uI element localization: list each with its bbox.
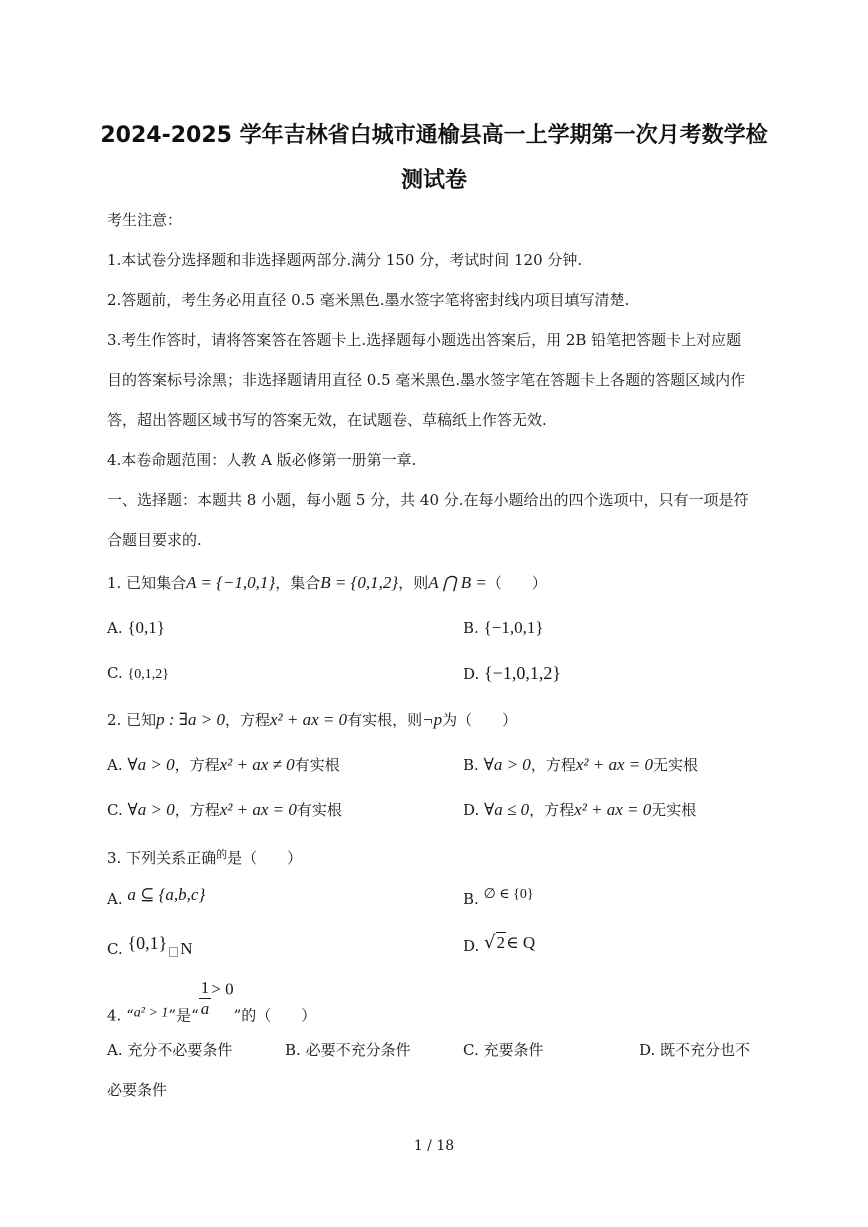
option-text: 必要不充分条件: [305, 1041, 411, 1059]
option-text: 既不充分也不: [660, 1041, 751, 1059]
q4-mid: ”是“: [168, 1006, 199, 1025]
q4-option-c[interactable]: [463, 1040, 544, 1060]
q2-tail: 有实根，则: [347, 711, 423, 729]
option-tail: 无实根: [652, 756, 698, 774]
q4-greater: > 0: [211, 979, 234, 999]
option-label: A.: [107, 756, 123, 774]
option-label: A.: [107, 1041, 123, 1059]
question-1: [107, 573, 547, 593]
option-label: C.: [107, 801, 123, 819]
option-label: C.: [107, 664, 123, 682]
q2-option-a[interactable]: [107, 755, 340, 775]
option-label: B.: [285, 1041, 301, 1059]
option-tail: 有实根: [294, 756, 340, 774]
option-tail: ∈ Q: [506, 933, 536, 952]
q1-answer-paren: （ ）: [486, 574, 547, 592]
q3-option-d[interactable]: [463, 933, 535, 956]
option-label: A.: [107, 619, 123, 637]
page-title-line-2: 测试卷: [400, 168, 467, 193]
q2-proposition: p : ∃a > 0: [156, 710, 225, 729]
q2-mid: ，方程: [224, 711, 270, 729]
option-value: {−1,0,1,2}: [484, 663, 561, 683]
q3-end: 是（ ）: [227, 849, 303, 867]
option-mid: ，方程: [174, 756, 220, 774]
option-label: B.: [463, 619, 479, 637]
option-equation: x² + ax ≠ 0: [219, 755, 295, 774]
section-heading-cont: 合题目要求的.: [107, 531, 202, 549]
option-mid: ，方程: [529, 801, 575, 819]
option-mid: ，方程: [174, 801, 220, 819]
q2-equation: x² + ax = 0: [269, 710, 348, 729]
q3-option-c[interactable]: [107, 933, 193, 959]
sqrt-expression: [484, 933, 506, 953]
q4-option-b[interactable]: [285, 1040, 411, 1060]
q4-fraction: [199, 978, 212, 1019]
option-label: B.: [463, 756, 479, 774]
option-tail: N: [180, 939, 193, 958]
fraction-numerator: 1: [200, 978, 210, 997]
q2-option-c[interactable]: [107, 800, 342, 820]
q3-option-b[interactable]: [463, 885, 534, 909]
option-label: C.: [463, 1041, 479, 1059]
notice-3-cont-2: 答，超出答题区域书写的答案无效，在试题卷、草稿纸上作答无效.: [107, 411, 547, 429]
notice-1: 1.本试卷分选择题和非选择题两部分.满分 150 分，考试时间 120 分钟.: [107, 251, 583, 269]
option-value: {0,1}: [127, 618, 165, 637]
option-equation: x² + ax = 0: [574, 800, 652, 819]
q2-option-b[interactable]: [463, 755, 698, 775]
option-label: D.: [639, 1041, 656, 1059]
q2-end: 为（ ）: [442, 711, 518, 729]
q1-lead: 1. 已知集合: [107, 574, 187, 592]
question-4: [107, 978, 316, 1026]
option-quantifier: ∀a > 0: [127, 755, 175, 774]
q3-small-char: 的: [216, 848, 228, 861]
option-value: {0,1,2}: [127, 667, 169, 682]
option-value: {−1,0,1}: [483, 618, 544, 637]
q2-negation: ¬p: [422, 710, 443, 729]
option-text: 充要条件: [483, 1041, 544, 1059]
option-quantifier: ∀a ≤ 0: [484, 800, 530, 819]
fraction-denominator: a: [200, 999, 210, 1018]
q4-lead: 4. “: [107, 1006, 134, 1025]
q3-lead: 3. 下列关系正确: [107, 849, 217, 867]
sqrt-icon: √: [484, 932, 496, 953]
q1-option-b[interactable]: [463, 618, 544, 638]
option-quantifier: ∀a > 0: [127, 800, 175, 819]
q1-set-a: A = {−1,0,1}: [186, 573, 276, 592]
q2-lead: 2. 已知: [107, 711, 157, 729]
section-heading: 一、选择题：本题共 8 小题，每小题 5 分，共 40 分.在每小题给出的四个选项中，只有一项是符: [107, 491, 749, 509]
q1-then: ，则: [398, 574, 429, 592]
q2-option-d[interactable]: [463, 800, 696, 820]
q1-option-c[interactable]: [107, 663, 169, 685]
page-title-line-1: 2024-2025 学年吉林省白城市通榆县高一上学期第一次月考数学检: [100, 123, 768, 148]
notice-3: 3.考生作答时，请将答案答在答题卡上.选择题每小题选出答案后，用 2B 铅笔把答题卡上对应题: [107, 331, 742, 349]
notice-heading: 考生注意：: [107, 211, 183, 229]
q4-option-a[interactable]: [107, 1040, 232, 1060]
q4-option-d-wrap: 必要条件: [107, 1081, 168, 1099]
not-subset-symbol-icon: [169, 947, 178, 957]
option-value: ∅ ∈ {0}: [483, 887, 534, 902]
option-equation: x² + ax = 0: [575, 755, 653, 774]
notice-4: 4.本卷命题范围：人教 A 版必修第一册第一章.: [107, 451, 417, 469]
q4-end: ”的（ ）: [233, 1006, 317, 1025]
page-number: 1 / 18: [413, 1138, 455, 1154]
question-2: [107, 710, 517, 730]
option-value: a ⊆ {a,b,c}: [127, 885, 206, 904]
notice-3-cont: 目的答案标号涂黑；非选择题请用直径 0.5 毫米黑色.墨水签字笔在答题卡上各题的答题区域内作: [107, 371, 746, 389]
option-equation: x² + ax = 0: [219, 800, 297, 819]
option-label: D.: [463, 801, 480, 819]
q4-option-d[interactable]: [639, 1040, 750, 1060]
option-quantifier: ∀a > 0: [483, 755, 531, 774]
question-3: [107, 845, 302, 868]
q1-option-a[interactable]: [107, 618, 165, 638]
option-text: 充分不必要条件: [127, 1041, 233, 1059]
q1-mid: ，集合: [275, 574, 321, 592]
option-label: D.: [463, 937, 480, 955]
option-label: C.: [107, 940, 123, 958]
option-tail: 无实根: [651, 801, 697, 819]
option-label: B.: [463, 890, 479, 908]
option-mid: ，方程: [530, 756, 576, 774]
q1-set-b: B = {0,1,2}: [320, 573, 399, 592]
option-value: {0,1}: [127, 933, 168, 953]
q4-condition-1: a² > 1: [133, 1005, 169, 1021]
notice-2: 2.答题前，考生务必用直径 0.5 毫米黑色.墨水签字笔将密封线内项目填写清楚.: [107, 291, 630, 309]
q1-option-d[interactable]: [463, 663, 561, 684]
option-label: A.: [107, 890, 123, 908]
q1-expression: A ⋂ B =: [428, 573, 487, 592]
option-label: D.: [463, 665, 480, 683]
q3-option-a[interactable]: [107, 885, 205, 909]
option-tail: 有实根: [296, 801, 342, 819]
radicand: 2: [496, 933, 506, 952]
